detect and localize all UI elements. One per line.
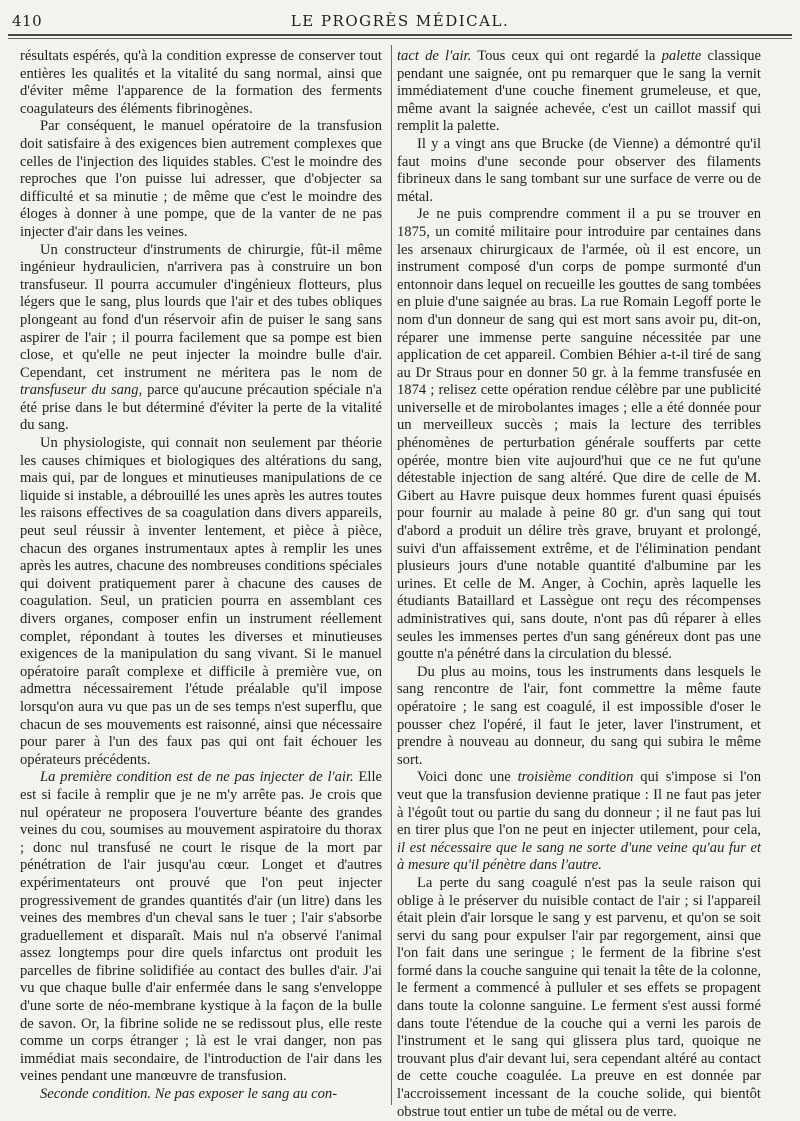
paragraph: résultats espérés, qu'à la condition expresse de conserver tout entières les qualités et la vitalité du sang normal, ainsi que d'éviter même l'apparence de la formation des ferments coagulateurs des éléments fibrinogènes. xyxy=(20,48,382,117)
page-number: 410 xyxy=(12,12,43,30)
text-run: Elle est si facile à remplir que je ne m'y arrête pas. Je crois que nul opérateur ne proposera l'ouverture béante des grandes veines du cou, soumises au mouvement aspiratoire du thorax ; donc nul transfusé ne court le risque de la mort par pénétration de l'air jusqu'au cœur. Longet et d'autres expérimentateurs ont prouvé que l'on peut injecter progressivement de grandes quantités d'air (un litre) dans les veines des membres d'un cheval sans le tuer ; l'air s'absorbe graduellement et disparaît. Mais nul n'a observé l'animal assez longtemps pour dire quels infarctus ont produit les parcelles de fibrine solidifiée au contact des bulles d'air. J'ai vu que chaque bulle d'air enfermée dans le sang s'enveloppe d'une sorte de néo-membrane kystique à la façon de la bulle de savon. Or, la fibrine solide ne se redissout plus, elle reste comme un corps étranger ; là est le vrai danger, non pas immédiat mais secondaire, de l'introduction de l'air dans les veines pendant une manœuvre de transfusion. xyxy=(20,769,382,1085)
paragraph: Du plus au moins, tous les instruments dans lesquels le sang rencontre de l'air, font commettre la même faute opératoire ; le sang est coagulé, il est impossible d'oser le pousser chez l'opéré, il faut le jeter, laver l'instrument, et prendre à nouveau au donneur, du sang qui subira le même sort. xyxy=(397,663,761,768)
paragraph xyxy=(20,242,382,436)
paragraph: La perte du sang coagulé n'est pas la seule raison qui oblige à le préserver du nuisible contact de l'air ; si l'appareil était plein d'air lorsque le sang y est parvenu, et qu'on se soit servi du sang pour expulser l'air par regorgement, ainsi que l'on fait dans une seringue ; le ferment de la fibrine s'est formé dans la couche sanguine qui tenait la tête de la colonne, le ferment a commencé à pulluler et ses effets se propagent dans toute la colonne sanguine. Le ferment s'est aussi formé dans toute l'étendue de la couche qui a verni les parois de l'instrument et le sang qui glissera plus tard, quoique ne trouvant plus d'air devant lui, sera cependant altéré au contact de cette couche coagulée. La preuve en est donnée par l'accroissement incessant de la couche solide, qui bientôt obstrue tout entier un tube de métal ou de verre. xyxy=(397,874,761,1120)
text-run: Voici donc une xyxy=(417,769,511,786)
right-column xyxy=(397,48,761,1121)
column-divider xyxy=(391,45,392,1105)
italic-text: palette xyxy=(661,48,702,64)
text-run: parce qu'aucune précaution spéciale n'a été prise dans le but déterminé d'éviter la perte de la vitalité du sang. xyxy=(20,382,382,434)
paragraph: Par conséquent, le manuel opératoire de la transfusion doit satisfaire à des exigences bien autrement complexes que celles de l'injection des liquides stables. C'est le moindre des reproches que l'on puisse lui adresser, que d'objecter sa difficulté et sa minutie ; de même que c'est le moindre des éloges à donner à une pompe, que de la vanter de ne pas injecter d'air dans les veines. xyxy=(20,118,382,240)
italic-text: Seconde condition. Ne pas exposer le sang au con- xyxy=(40,1086,338,1103)
italic-text: troisième condition xyxy=(517,769,634,786)
italic-text: transfuseur du sang, xyxy=(20,382,143,399)
italic-text: La première condition est de ne pas injecter de l'air. xyxy=(40,769,354,786)
left-column xyxy=(20,48,382,1104)
paragraph xyxy=(397,769,761,875)
paragraph xyxy=(20,1086,382,1104)
italic-text: il est nécessaire que le sang ne sorte d'une veine qu'au fur et à mesure qu'il pénètre dans l'autre. xyxy=(397,839,761,874)
paragraph: Je ne puis comprendre comment il a pu se trouver en 1875, un comité militaire pour introduire par centaines dans les arsenaux chirurgicaux de l'armée, où il est encore, un instrument composé d'un corps de pompe surmonté d'un entonnoir dans lequel on recueille les gouttes de sang tombées en pluie d'une saignée au bras. La rue Romain Legoff porte le nom d'un donneur de sang qui est mort sans avoir pu, dit-on, réparer une immense perte sanguine nécessitée par une application de cet appareil. Combien Béhier a-t-il tiré de sang au Dr Straus pour en donner 50 gr. à la femme transfusée en 1874 ; relisez cette opération rendue célèbre par une publicité universelle et de mirobolantes images ; elle a été donnée pour un merveilleux succès ; mais la lecture des terribles phénomènes de perturbation générale soufferts par cette opérée, montre bien vite aujourd'hui que ce ne fut qu'une détestable injection de sang altéré. Que dire de celle de M. Gibert au Havre puisque deux hommes furent quasi épuisés pour fournir au malade à peine 80 gr. d'un sang qui tout d'abord a produit un délire très grave, bruyant et prolongé, suivi d'un affaissement extrême, et de l'élimination pendant plusieurs jours d'une notable quantité d'albumine par les urines. Et celle de M. Anger, à Cochin, après laquelle les étudiants Bataillard et Lassègue ont reçu des récompenses administratives qui, sans doute, n'ont pas dû réparer à elles seules les immenses pertes d'un sang généreux dont pas une goutte n'a pénétré dans la circulation du blessé. xyxy=(397,206,761,663)
text-run: qui s'impose si l'on veut que la transfusion devienne pratique : Il ne faut pas jeter à l'égoût tout ou partie du sang du donneur ; il ne faut pas lui en tirer plus que l'on ne peut en injecter utilement, pour cela, xyxy=(397,769,762,839)
header-rule xyxy=(8,34,792,36)
italic-text: tact de l'air. xyxy=(397,48,472,64)
header-rule-thin xyxy=(8,38,792,39)
paragraph: Un physiologiste, qui connait non seulement par théorie les causes chimiques et biologiques des altérations du sang, mais qui, par de longues et minutieuses manipulations de ce liquide si instable, a débrouillé les unes après les autres toutes les raisons effectives de sa coagulation dans divers appareils, peut seul réussir à inventer lentement, et pièce à pièce, chacun des organes instrumentaux aptes à remplir les unes après les autres, chacune des nombreuses conditions spéciales qui doivent pratiquement parer à chacune des causes de coagulation. Seul, un praticien pourra en assemblant ces divers organes, composer enfin un instrument réellement complet, répondant à toutes les diverses et minutieuses exigences de la manipulation du sang vivant. Si le manuel opératoire paraît complexe et difficile à première vue, on admettra nécessairement l'étude préalable qu'il impose lorsqu'on aura vu que pas un de ses temps n'est superflu, que chacun de ses mouvements est raisonné, ainsi que nécessaire pour parer à l'un des faux pas qui ont fait échouer les opérateurs précédents. xyxy=(20,435,382,768)
text-run: Un constructeur d'instruments de chirurgie, fût-il même ingénieur hydraulicien, n'arrivera pas à construire un bon transfuseur. Il pourra accumuler d'ingénieux flotteurs, plus légers que le sang, plus lourds que l'air et des tubes obliques plongeant au fond d'un réservoir afin de puiser le sang sans aspirer de l'air ; il pourra facilement que sa pompe est bien close, et qu'elle ne peut injecter la moindre bulle d'air. Cependant, cet instrument ne méritera pas le nom de xyxy=(20,241,382,381)
paragraph xyxy=(397,48,761,136)
running-title: LE PROGRÈS MÉDICAL. xyxy=(290,12,510,30)
text-run: classique pendant une saignée, ont pu remarquer que le sang la vernit immédiatement d'une couche finement grumeleuse, et que, même avant la saignée achevée, c'est un caillot massif qui remplit la palette. xyxy=(397,48,761,135)
page-header xyxy=(8,10,792,32)
paragraph: Il y a vingt ans que Brucke (de Vienne) a démontré qu'il faut moins d'une seconde pour observer des filaments fibrineux dans le sang tombant sur une surface de verre ou de métal. xyxy=(397,135,761,205)
text-run: Tous ceux qui ont regardé la xyxy=(477,48,656,64)
paragraph xyxy=(20,769,382,1086)
